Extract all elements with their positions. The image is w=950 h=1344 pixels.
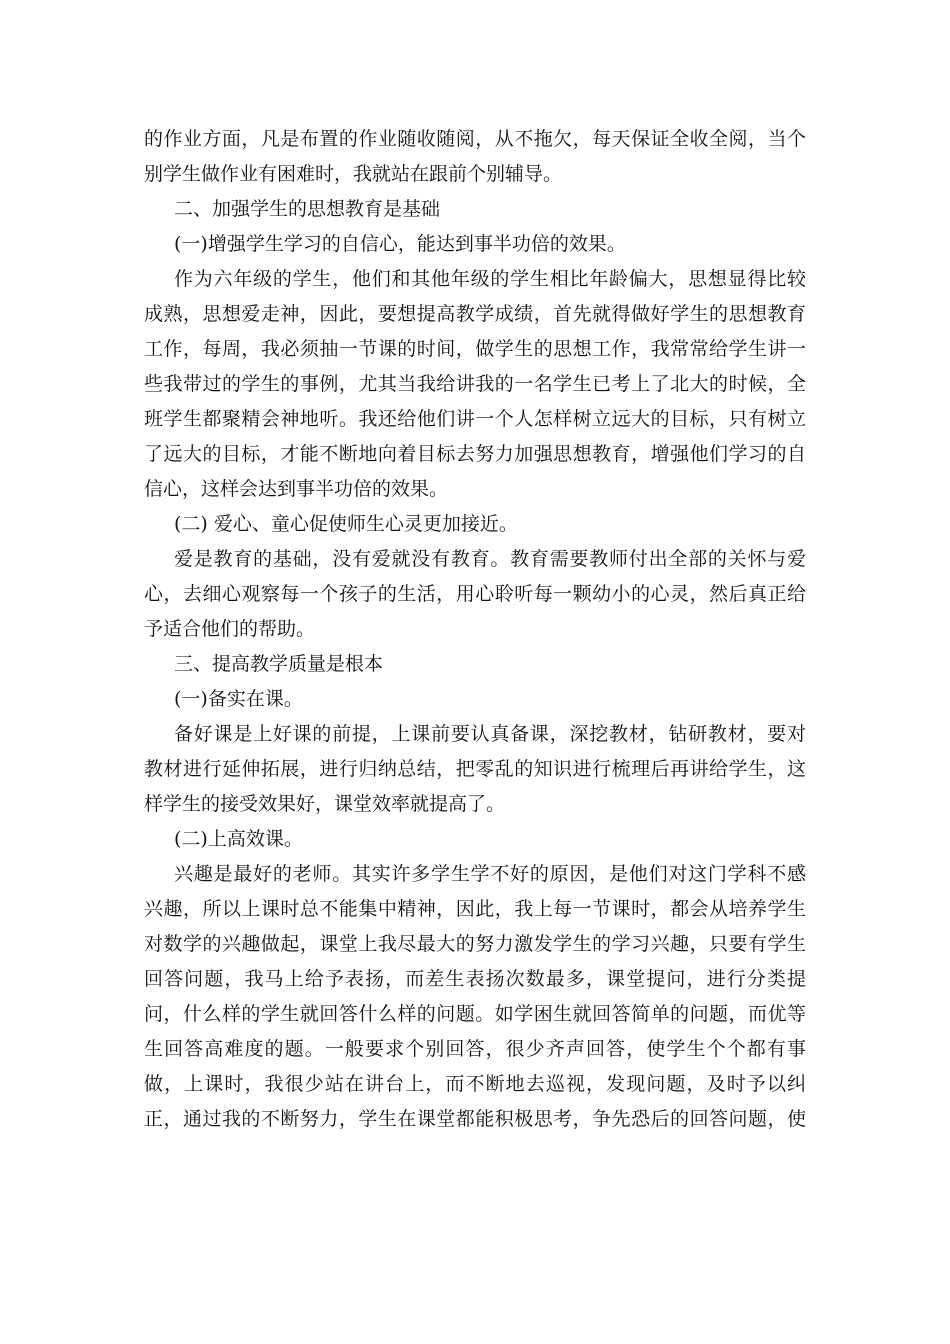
text-line: 回答问题，我马上给予表扬，而差生表扬次数最多，课堂提问，进行分类提 [144,968,806,990]
subsection-heading: (二) 爱心、童心促使师生心灵更加接近。 [174,513,518,535]
text-line: 做，上课时，我很少站在讲台上，而不断地去巡视，发现问题，及时予以纠 [144,1073,806,1095]
text-line: 别学生做作业有困难时，我就站在跟前个别辅导。 [144,163,563,185]
text-line: 对数学的兴趣做起，课堂上我尽最大的努力激发学生的学习兴趣，只要有学生 [144,933,806,955]
text-line: 心，去细心观察每一个孩子的生活，用心聆听每一颗幼小的心灵，然后真正给 [144,583,806,605]
text-line: 备好课是上好课的前提，上课前要认真备课，深挖教材，钻研教材，要对 [174,723,806,745]
text-line: 些我带过的学生的事例，尤其当我给讲我的一名学生已考上了北大的时候，全 [144,373,806,395]
text-line: 班学生都聚精会神地听。我还给他们讲一个人怎样树立远大的目标，只有树立 [144,408,806,430]
text-line: 问，什么样的学生就回答什么样的问题。如学困生就回答简单的问题，而优等 [144,1003,806,1025]
text-line: 生回答高难度的题。一般要求个别回答，很少齐声回答，使学生个个都有事 [144,1038,806,1060]
text-line: 信心，这样会达到事半功倍的效果。 [144,478,449,500]
text-line: 兴趣，所以上课时总不能集中精神，因此，我上每一节课时，都会从培养学生 [144,898,806,920]
text-line: 爱是教育的基础，没有爱就没有教育。教育需要教师付出全部的关怀与爱 [174,548,806,570]
text-line: 成熟，思想爱走神，因此，要想提高教学成绩，首先就得做好学生的思想教育 [144,303,806,325]
text-line: 正，通过我的不断努力，学生在课堂都能积极思考，争先恐后的回答问题，使 [144,1108,806,1130]
text-line: 样学生的接受效果好，课堂效率就提高了。 [144,793,506,815]
text-line: 兴趣是最好的老师。其实许多学生学不好的原因，是他们对这门学科不感 [174,863,806,885]
subsection-heading: (二)上高效课。 [174,828,303,850]
text-line: 的作业方面，凡是布置的作业随收随阅，从不拖欠，每天保证全收全阅，当个 [144,128,806,150]
text-line: 教材进行延伸拓展，进行归纳总结，把零乱的知识进行梳理后再讲给学生，这 [144,758,806,780]
section-heading: 二、加强学生的思想教育是基础 [174,198,441,220]
text-line: 了远大的目标，才能不断地向着目标去努力加强思想教育，增强他们学习的自 [144,443,806,465]
text-line: 作为六年级的学生，他们和其他年级的学生相比年龄偏大，思想显得比较 [174,268,806,290]
subsection-heading: (一)增强学生学习的自信心，能达到事半功倍的效果。 [174,233,626,255]
document-body [144,122,806,1137]
text-line: 予适合他们的帮助。 [144,618,316,640]
section-heading: 三、提高教学质量是根本 [174,653,384,675]
text-line: 工作，每周，我必须抽一节课的时间，做学生的思想工作，我常常给学生讲一 [144,338,806,360]
subsection-heading: (一)备实在课。 [174,688,303,710]
